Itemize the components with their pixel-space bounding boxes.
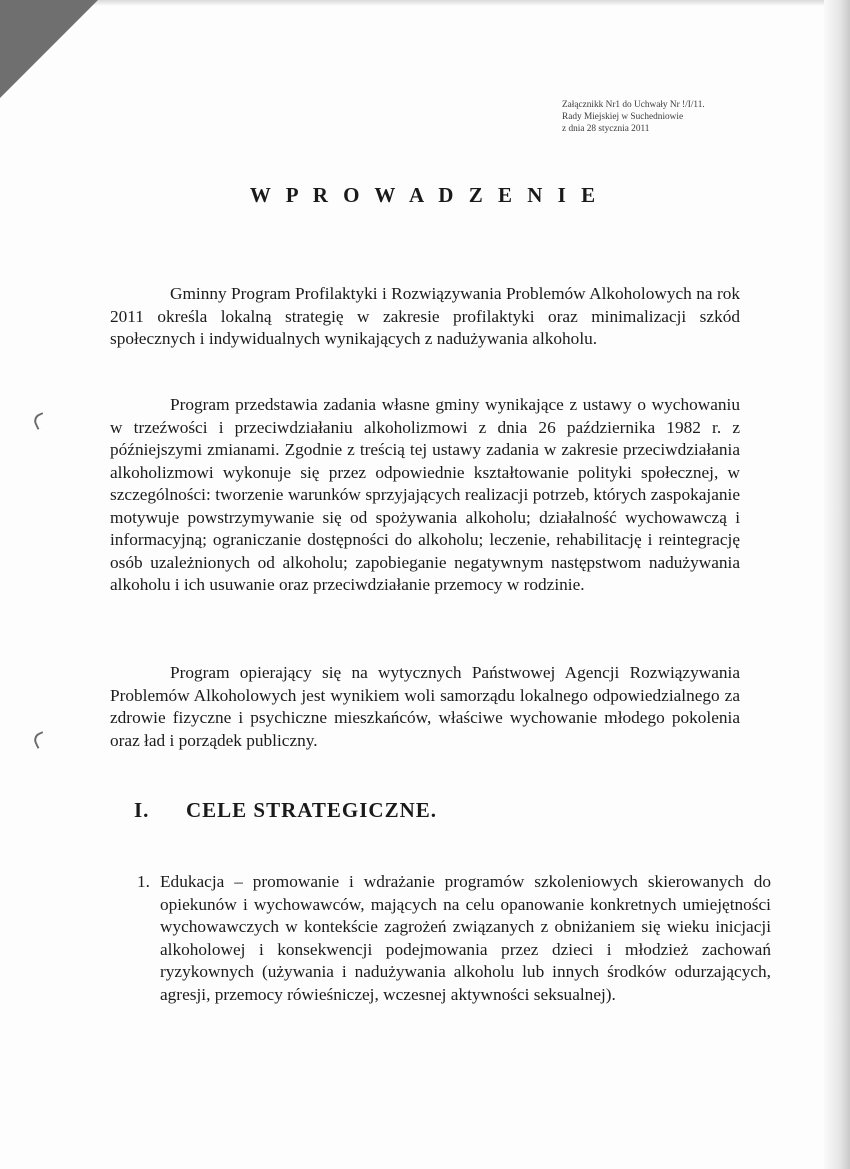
attachment-note-line-2: Rady Miejskiej w Suchedniowie	[562, 112, 684, 122]
list-item-number: 1.	[137, 872, 150, 891]
scan-right-edge	[824, 0, 850, 1169]
page-title: W P R O W A D Z E N I E	[249, 183, 601, 207]
section-number: I.	[134, 798, 150, 822]
scan-top-shadow	[0, 0, 850, 6]
section-heading	[134, 798, 437, 823]
attachment-note	[562, 99, 782, 135]
punch-hole-mark-lower	[32, 731, 49, 749]
intro-paragraph-1: Gminny Program Profilaktyki i Rozwiązywania Problemów Alkoholowych na rok 2011 określa lokalną strategię w zakresie profilaktyki oraz minimalizacji szkód społecznych i indywidualnych wynikających z nadużywania alkoholu.	[110, 284, 740, 348]
list-item-text: Edukacja – promowanie i wdrażanie programów szkoleniowych skierowanych do opiekunów i wychowawców, mających na celu opanowanie konkretnych umiejętności wychowawczych w kontekście zagrożeń związanych z obniżaniem się wieku inicjacji alkoholowej i konsekwencji podejmowania przez dzieci i młodzież zachowań ryzykownych (używania i nadużywania alkoholu lub innych środków odurzających, agresji, przemocy rówieśniczej, wczesnej aktywności seksualnej).	[160, 872, 771, 1004]
attachment-note-line-1: Załącznikk Nr1 do Uchwały Nr !/I/11.	[562, 100, 705, 110]
section-title: CELE STRATEGICZNE.	[186, 798, 438, 822]
scan-folded-corner	[0, 0, 98, 98]
attachment-note-line-3: z dnia 28 stycznia 2011	[562, 124, 650, 134]
intro-paragraph-2: Program przedstawia zadania własne gminy wynikające z ustawy o wychowaniu w trzeźwości i przeciwdziałaniu alkoholizmowi z dnia 26 października 1982 r. z późniejszymi zmianami. Zgodnie z treścią tej ustawy zadania w zakresie przeciwdziałania alkoholizmowi wykonuje się przez odpowiednie kształtowanie polityki społecznej, w szczególności: tworzenie warunków sprzyjających realizacji potrzeb, których zaspokajanie motywuje powstrzymywanie się od spożywania alkoholu; działalność wychowawczą i informacyjną; ograniczanie dostępności do alkoholu; leczenie, rehabilitację i reintegrację osób uzależnionych od alkoholu; zapobieganie negatywnym następstwom nadużywania alkoholu i ich usuwanie oraz przeciwdziałanie przemocy w rodzinie.	[110, 395, 740, 594]
intro-paragraph-3: Program opierający się na wytycznych Państwowej Agencji Rozwiązywania Problemów Alkoholowych jest wynikiem woli samorządu lokalnego odpowiedzialnego za zdrowie fizyczne i psychiczne mieszkańców, właściwe wychowanie młodego pokolenia oraz ład i porządek publiczny.	[110, 663, 740, 750]
punch-hole-mark-upper	[32, 412, 49, 430]
list-item	[137, 871, 771, 1006]
